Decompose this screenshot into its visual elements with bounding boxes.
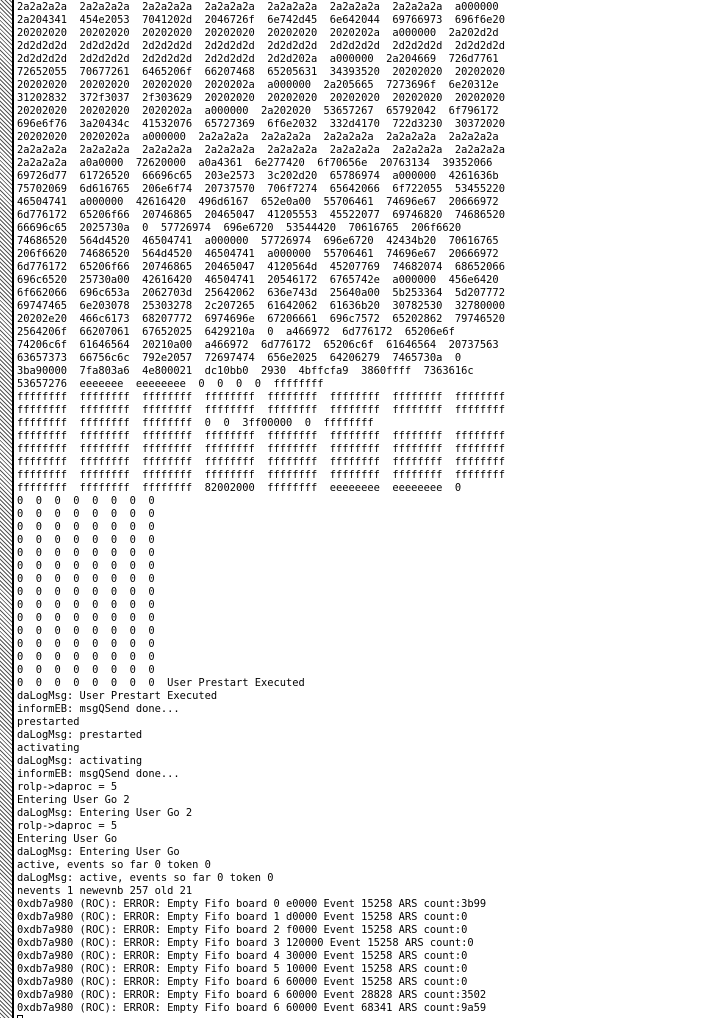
terminal-line: informEB: msgQSend done... [17, 703, 180, 715]
terminal-line: 0 0 0 0 0 0 0 0 [17, 586, 155, 598]
terminal-line: 31202832 372f3037 2f303629 20202020 20202020 20202020 20202020 20202020 [17, 92, 505, 104]
terminal-line: ffffffff ffffffff ffffffff 82002000 ffffffff eeeeeeee eeeeeeee 0 [17, 482, 462, 494]
terminal-line: 0xdb7a980 (ROC): ERROR: Empty Fifo board 6 60000 Event 15258 ARS count:0 [17, 976, 468, 988]
terminal-line: 3ba90000 7fa803a6 4e800021 dc10bb0 2930 4bffcfa9 3860ffff 7363616c [17, 365, 474, 377]
terminal-line: Entering User Go 2 [17, 794, 130, 806]
terminal-line: 0 0 0 0 0 0 0 0 [17, 560, 155, 572]
terminal-line: 20202020 20202020 20202020 2020202a a000000 2a205665 7273696f 6e20312e [17, 79, 499, 91]
terminal-line: ffffffff ffffffff ffffffff ffffffff ffffffff ffffffff ffffffff ffffffff [17, 469, 505, 481]
terminal-line: 74686520 564d4520 46504741 a000000 57726974 696e6720 42434b20 70616765 [17, 235, 499, 247]
terminal-line: 75702069 6d616765 206e6f74 20737570 706f7274 65642066 6f722055 53455220 [17, 183, 505, 195]
terminal-line: 69747465 6e203078 25303278 2c207265 61642062 61636b20 30782530 32780000 [17, 300, 505, 312]
terminal-line: 0xdb7a980 (ROC): ERROR: Empty Fifo board 6 60000 Event 68341 ARS count:9a59 [17, 1002, 487, 1014]
terminal-line: ffffffff ffffffff ffffffff ffffffff ffffffff ffffffff ffffffff ffffffff [17, 443, 505, 455]
terminal-line: 0xdb7a980 (ROC): ERROR: Empty Fifo board 5 10000 Event 15258 ARS count:0 [17, 963, 468, 975]
terminal-line: 0xdb7a980 (ROC): ERROR: Empty Fifo board 0 e0000 Event 15258 ARS count:3b99 [17, 898, 487, 910]
terminal-line: daLogMsg: activating [17, 755, 143, 767]
terminal-line: ffffffff ffffffff ffffffff 0 0 3ff00000 0 ffffffff [17, 417, 374, 429]
terminal-line: 6f662066 696c653a 2062703d 25642062 636e743d 25640a00 5b253364 5d207772 [17, 287, 505, 299]
terminal-line: 0 0 0 0 0 0 0 0 [17, 612, 155, 624]
scrollbar-divider [12, 0, 14, 1018]
terminal-line: ffffffff ffffffff ffffffff ffffffff ffffffff ffffffff ffffffff ffffffff [17, 456, 505, 468]
terminal-line: daLogMsg: Entering User Go [17, 846, 180, 858]
terminal-line: 66696c65 2025730a 0 57726974 696e6720 53544420 70616765 206f6620 [17, 222, 462, 234]
terminal-line: 20202020 20202020 20202020 20202020 20202020 2020202a a000000 2a202d2d [17, 27, 499, 39]
terminal-line: 0 0 0 0 0 0 0 0 [17, 534, 155, 546]
terminal-line: 0 0 0 0 0 0 0 0 [17, 664, 155, 676]
terminal-line: daLogMsg: active, events so far 0 token 0 [17, 872, 274, 884]
terminal-line: 0 0 0 0 0 0 0 0 [17, 638, 155, 650]
terminal-line: 2564206f 66207061 67652025 6429210a 0 a466972 6d776172 65206e6f [17, 326, 455, 338]
terminal-line: daLogMsg: prestarted [17, 729, 143, 741]
terminal-line: ffffffff ffffffff ffffffff ffffffff ffffffff ffffffff ffffffff ffffffff [17, 430, 505, 442]
terminal-line: 0 0 0 0 0 0 0 0 [17, 508, 155, 520]
terminal-line: 0xdb7a980 (ROC): ERROR: Empty Fifo board 1 d0000 Event 15258 ARS count:0 [17, 911, 468, 923]
terminal-line: 696e6f76 3a20434c 41532076 65727369 6f6e2032 332d4170 722d3230 30372020 [17, 118, 505, 130]
terminal-line: 206f6620 74686520 564d4520 46504741 a000000 55706461 74696e67 20666972 [17, 248, 499, 260]
terminal-line: prestarted [17, 716, 80, 728]
terminal-line: 0xdb7a980 (ROC): ERROR: Empty Fifo board 6 60000 Event 28828 ARS count:3502 [17, 989, 487, 1001]
terminal-line: activating [17, 742, 80, 754]
terminal-line: daLogMsg: Entering User Go 2 [17, 807, 193, 819]
terminal-line: rolp->daproc = 5 [17, 820, 118, 832]
terminal-line: 0 0 0 0 0 0 0 0 [17, 521, 155, 533]
terminal-line: 2a2a2a2a 2a2a2a2a 2a2a2a2a 2a2a2a2a 2a2a2a2a 2a2a2a2a 2a2a2a2a a000000 [17, 1, 499, 13]
terminal-line: ffffffff ffffffff ffffffff ffffffff ffffffff ffffffff ffffffff ffffffff [17, 404, 505, 416]
terminal-line: 20202020 2020202a a000000 2a2a2a2a 2a2a2a2a 2a2a2a2a 2a2a2a2a 2a2a2a2a [17, 131, 499, 143]
terminal-line: 53657276 eeeeeee eeeeeeee 0 0 0 0 ffffffff [17, 378, 324, 390]
scrollbar[interactable] [0, 0, 12, 1018]
terminal-line: rolp->daproc = 5 [17, 781, 118, 793]
terminal-line: 2a2a2a2a a0a0000 72620000 a0a4361 6e277420 6f70656e 20763134 39352066 [17, 157, 493, 169]
terminal-line: 2a204341 454e2053 7041202d 2046726f 6e742d45 6e642044 69766973 696f6e20 [17, 14, 505, 26]
terminal-line: 2d2d2d2d 2d2d2d2d 2d2d2d2d 2d2d2d2d 2d2d202a a000000 2a204669 726d7761 [17, 53, 499, 65]
terminal-line: 0 0 0 0 0 0 0 0 [17, 651, 155, 663]
terminal-line: 0 0 0 0 0 0 0 0 [17, 573, 155, 585]
terminal-line: 696c6520 25730a00 42616420 46504741 20546172 6765742e a000000 456e6420 [17, 274, 499, 286]
terminal-line: 0 0 0 0 0 0 0 0 User Prestart Executed [17, 677, 305, 689]
terminal-line: ffffffff ffffffff ffffffff ffffffff ffffffff ffffffff ffffffff ffffffff [17, 391, 505, 403]
terminal-line: 6d776172 65206f66 20746865 20465047 41205553 45522077 69746820 74686520 [17, 209, 505, 221]
terminal-line: nevents 1 newevnb 257 old 21 [17, 885, 193, 897]
terminal-line: 74206c6f 61646564 20210a00 a466972 6d776172 65206c6f 61646564 20737563 [17, 339, 499, 351]
terminal-line: 0 0 0 0 0 0 0 0 [17, 599, 155, 611]
terminal-line: active, events so far 0 token 0 [17, 859, 211, 871]
terminal-line: 69726d77 61726520 66696c65 203e2573 3c202d20 65786974 a000000 4261636b [17, 170, 499, 182]
terminal-line: 2a2a2a2a 2a2a2a2a 2a2a2a2a 2a2a2a2a 2a2a2a2a 2a2a2a2a 2a2a2a2a 2a2a2a2a [17, 144, 505, 156]
terminal-line: 72652055 70677261 6465206f 66207468 65205631 34393520 20202020 20202020 [17, 66, 505, 78]
terminal-line: daLogMsg: User Prestart Executed [17, 690, 218, 702]
terminal-output [17, 1, 704, 1018]
terminal-line: 6d776172 65206f66 20746865 20465047 4120564d 45207769 74682074 68652066 [17, 261, 505, 273]
terminal-line: 2d2d2d2d 2d2d2d2d 2d2d2d2d 2d2d2d2d 2d2d2d2d 2d2d2d2d 2d2d2d2d 2d2d2d2d [17, 40, 505, 52]
terminal-line: 46504741 a000000 42616420 496d6167 652e0a00 55706461 74696e67 20666972 [17, 196, 499, 208]
terminal-line: 0xdb7a980 (ROC): ERROR: Empty Fifo board 2 f0000 Event 15258 ARS count:0 [17, 924, 468, 936]
terminal-line: 0xdb7a980 (ROC): ERROR: Empty Fifo board 3 120000 Event 15258 ARS count:0 [17, 937, 474, 949]
terminal-line: informEB: msgQSend done... [17, 768, 180, 780]
terminal-line: 0 0 0 0 0 0 0 0 [17, 547, 155, 559]
terminal-line: 20202020 20202020 2020202a a000000 2a202020 53657267 65792042 6f796172 [17, 105, 499, 117]
terminal-line: 0 0 0 0 0 0 0 0 [17, 625, 155, 637]
terminal-line: 0xdb7a980 (ROC): ERROR: Empty Fifo board 4 30000 Event 15258 ARS count:0 [17, 950, 468, 962]
terminal-line: Entering User Go [17, 833, 118, 845]
terminal-line: 0 0 0 0 0 0 0 0 [17, 495, 155, 507]
terminal-line: 20202e20 466c6173 68207772 6974696e 67206661 696c7572 65202862 79746520 [17, 313, 505, 325]
terminal-line: 63657373 66756c6c 792e2057 72697474 656e2025 64206279 7465730a 0 [17, 352, 462, 364]
